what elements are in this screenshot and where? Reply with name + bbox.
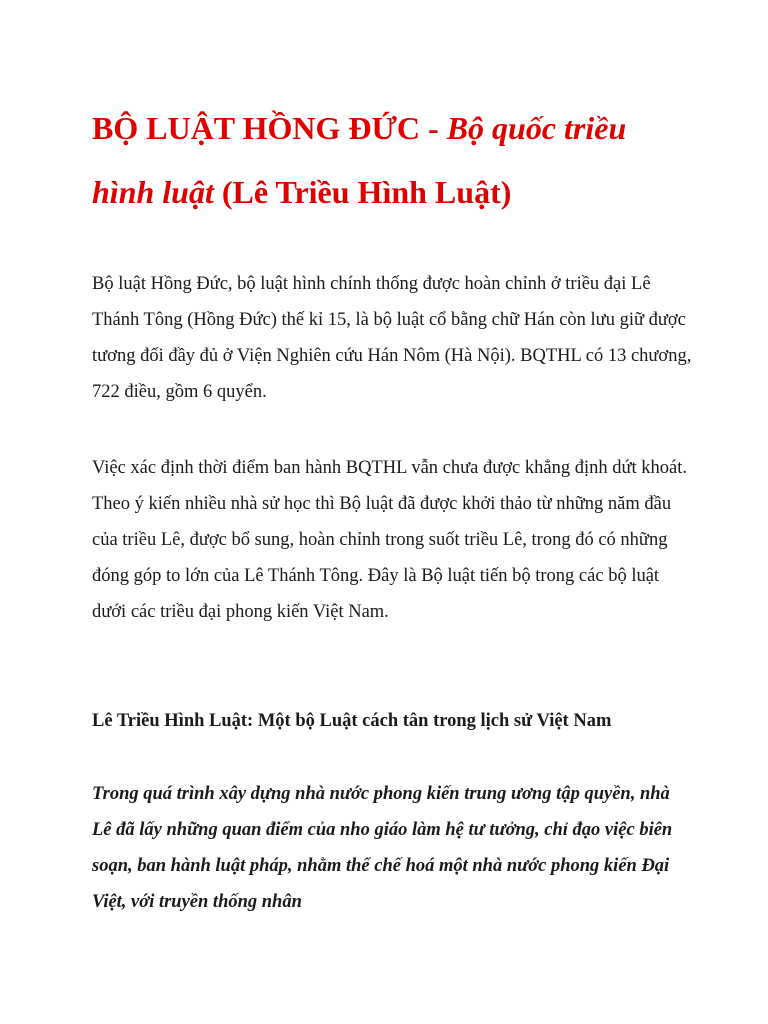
section-heading: Lê Triều Hình Luật: Một bộ Luật cách tân trong lịch sử Việt Nam — [92, 711, 612, 731]
title-main: BỘ LUẬT HỒNG ĐỨC - — [92, 110, 447, 146]
title-rest: Lê Triều Hình Luật) — [232, 174, 512, 210]
section-paragraph: Trong quá trình xây dựng nhà nước phong kiến trung ương tập quyền, nhà Lê đã lấy những quan điểm của nho giáo làm hệ tư tưởng, chỉ đạo việc biên soạn, ban hành luật pháp, nhằm thể chế hoá một nhà nước phong kiến Đại Việt, với truyền thống nhân — [92, 784, 673, 912]
paragraph-intro: Bộ luật Hồng Đức, bộ luật hình chính thống được hoàn chỉnh ở triều đại Lê Thánh Tông (Hồng Đức) thế kỉ 15, là bộ luật cổ bằng chữ Hán còn lưu giữ được tương đối đầy đủ ở Viện Nghiên cứu Hán Nôm (Hà Nội). BQTHL có 13 chương, 722 điều, gồm 6 quyển. — [92, 274, 692, 402]
document-title — [92, 96, 692, 224]
title-italic: Bộ quốc triều hình luật — [92, 110, 627, 210]
title-paren: ( — [213, 174, 233, 210]
paragraph-history: Việc xác định thời điểm ban hành BQTHL vẫn chưa được khẳng định dứt khoát. Theo ý kiến nhiều nhà sử học thì Bộ luật đã được khởi thảo từ những năm đầu của triều Lê, được bổ sung, hoàn chỉnh trong suốt triều Lê, trong đó có những đóng góp to lớn của Lê Thánh Tông. Đây là Bộ luật tiến bộ trong các bộ luật dưới các triều đại phong kiến Việt Nam. — [92, 458, 687, 622]
